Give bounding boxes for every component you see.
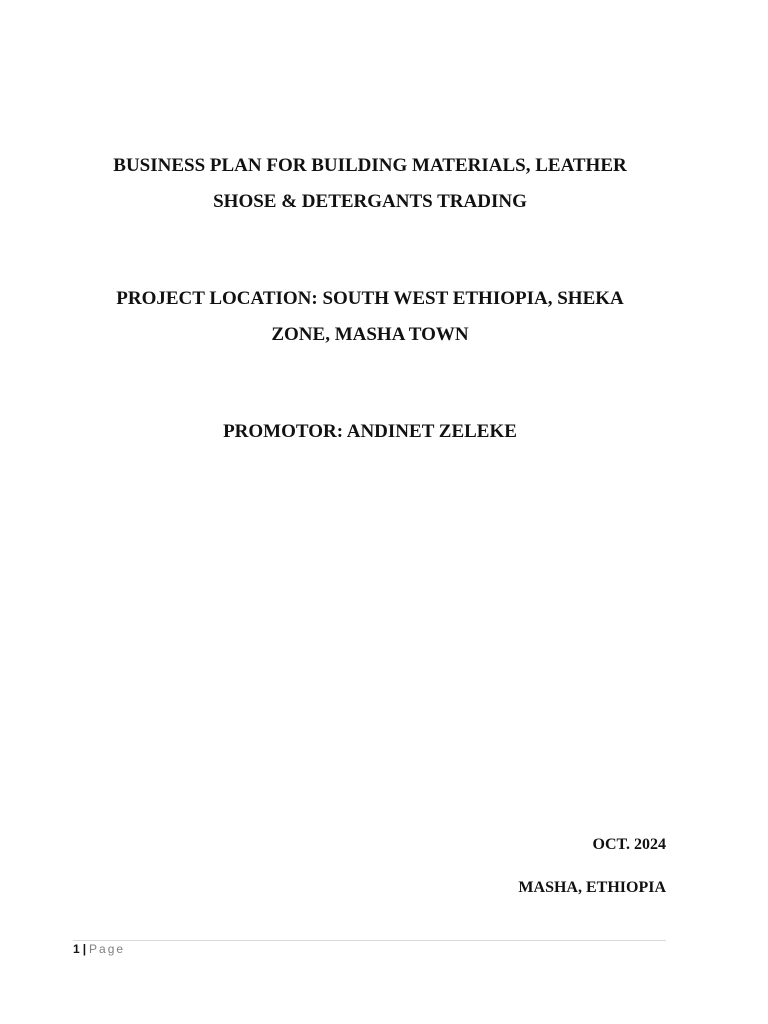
footer-divider <box>73 940 666 941</box>
project-location <box>70 281 670 353</box>
location-line: PROJECT LOCATION: SOUTH WEST ETHIOPIA, SHEKA <box>116 288 624 309</box>
page-footer <box>73 942 125 956</box>
location-line: ZONE, MASHA TOWN <box>271 324 469 345</box>
promotor-line: PROMOTOR: ANDINET ZELEKE <box>223 421 517 442</box>
footer-separator: | <box>82 942 87 956</box>
document-place: MASHA, ETHIOPIA <box>518 879 666 896</box>
page-number: 1 <box>73 942 80 956</box>
promotor <box>70 414 670 450</box>
page-label: Page <box>89 942 126 956</box>
document-title <box>70 148 670 220</box>
document-date: OCT. 2024 <box>592 836 666 853</box>
title-line: BUSINESS PLAN FOR BUILDING MATERIALS, LEATHER <box>113 155 627 176</box>
title-line: SHOSE & DETERGANTS TRADING <box>213 191 527 212</box>
